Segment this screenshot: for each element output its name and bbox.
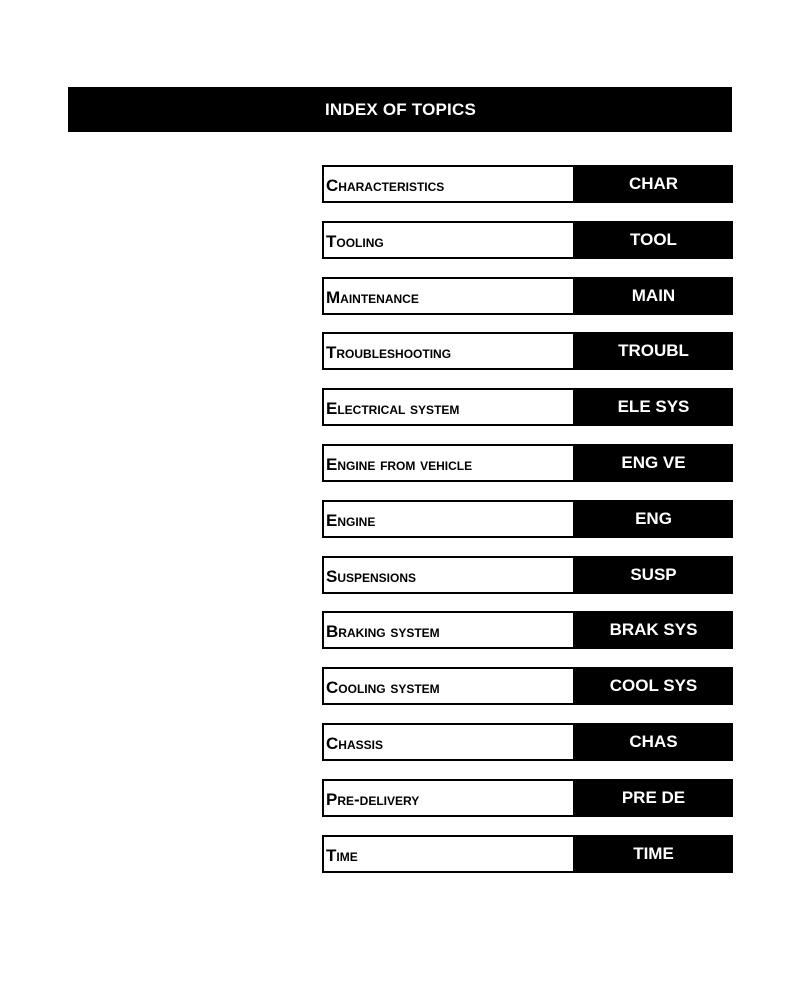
- topic-name: Electrical system: [324, 390, 576, 424]
- topic-code: TIME: [576, 837, 731, 871]
- topic-name: Engine from vehicle: [324, 446, 576, 480]
- topic-code: TROUBL: [576, 334, 731, 368]
- topic-row-cooling-system[interactable]: [322, 667, 733, 705]
- topic-code: PRE DE: [576, 781, 731, 815]
- topic-row-maintenance[interactable]: [322, 277, 733, 315]
- topic-name: Troubleshooting: [324, 334, 576, 368]
- topic-name: Pre-delivery: [324, 781, 576, 815]
- topic-code: TOOL: [576, 223, 731, 257]
- topic-index-list: [322, 165, 733, 890]
- topic-code: ELE SYS: [576, 390, 731, 424]
- topic-row-engine[interactable]: [322, 500, 733, 538]
- topic-name: Characteristics: [324, 167, 576, 201]
- title-bar: [68, 87, 732, 132]
- topic-name: Chassis: [324, 725, 576, 759]
- topic-name: Braking system: [324, 613, 576, 647]
- topic-row-pre-delivery[interactable]: [322, 779, 733, 817]
- topic-name: Time: [324, 837, 576, 871]
- topic-code: BRAK SYS: [576, 613, 731, 647]
- topic-row-tooling[interactable]: [322, 221, 733, 259]
- topic-row-suspensions[interactable]: [322, 556, 733, 594]
- page-title: INDEX OF TOPICS: [325, 100, 476, 119]
- topic-row-electrical-system[interactable]: [322, 388, 733, 426]
- topic-code: SUSP: [576, 558, 731, 592]
- topic-name: Maintenance: [324, 279, 576, 313]
- topic-code: MAIN: [576, 279, 731, 313]
- topic-name: Cooling system: [324, 669, 576, 703]
- topic-code: ENG: [576, 502, 731, 536]
- topic-row-braking-system[interactable]: [322, 611, 733, 649]
- topic-row-engine-from-vehicle[interactable]: [322, 444, 733, 482]
- topic-row-time[interactable]: [322, 835, 733, 873]
- topic-code: ENG VE: [576, 446, 731, 480]
- topic-row-characteristics[interactable]: [322, 165, 733, 203]
- topic-name: Suspensions: [324, 558, 576, 592]
- topic-code: CHAR: [576, 167, 731, 201]
- topic-code: CHAS: [576, 725, 731, 759]
- topic-name: Engine: [324, 502, 576, 536]
- topic-name: Tooling: [324, 223, 576, 257]
- topic-row-chassis[interactable]: [322, 723, 733, 761]
- topic-row-troubleshooting[interactable]: [322, 332, 733, 370]
- topic-code: COOL SYS: [576, 669, 731, 703]
